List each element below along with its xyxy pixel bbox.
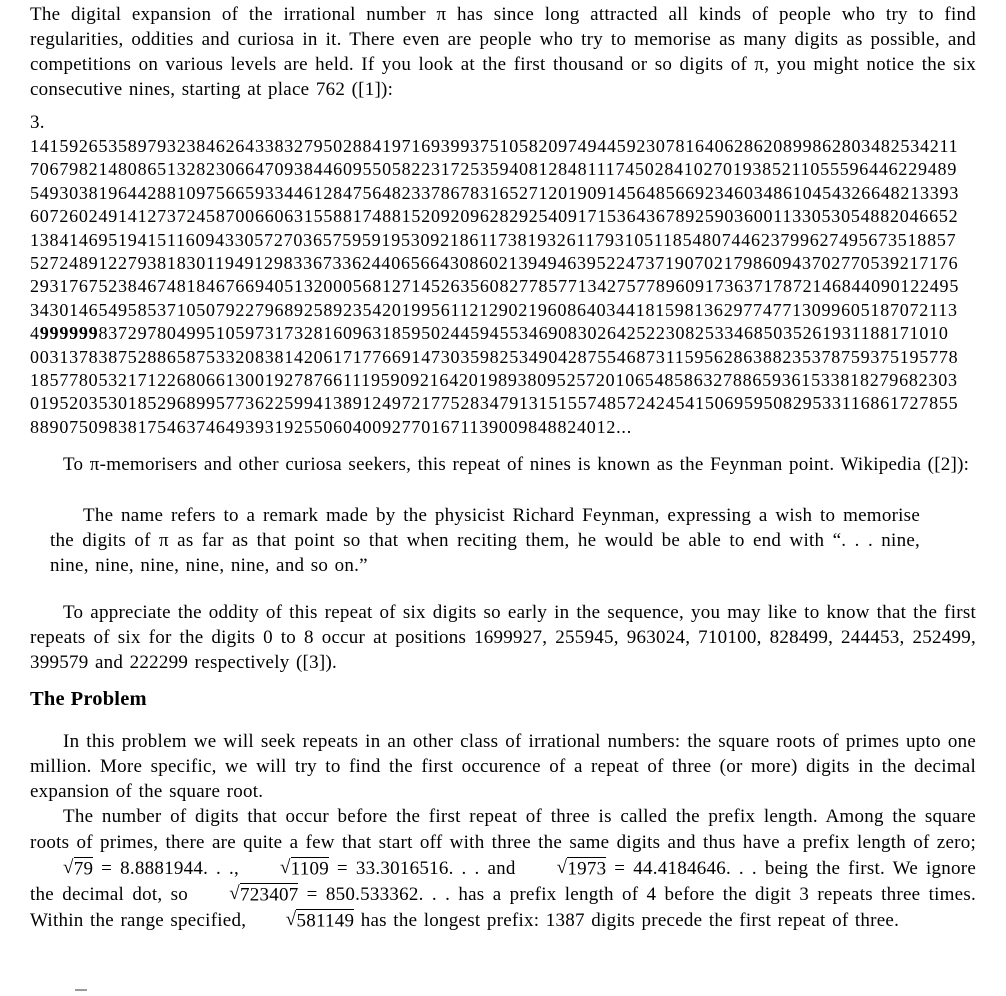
pi-digit-line: 889075098381754637464939319255060400927701671139009848824012...	[30, 416, 632, 437]
pi-digit-line: 01952035301852968995773622599413891249721775283479131515574857242454150695950829533116861727855	[30, 393, 959, 414]
pi-digit-line: 52724891227938183011949129833673362440656643086021394946395224737190702179860943702770539217176	[30, 253, 959, 274]
paragraph-text: = 8.8881944. . .,	[93, 858, 247, 880]
pi-digit-line: 54930381964428810975665933446128475648233786783165271201909145648566923460348610454326648213393	[30, 182, 960, 203]
intro-paragraph: The digital expansion of the irrational number π has since long attracted all kinds of people who try to find regularities, oddities and curiosa in it. There even are people who try to memorise as many digits as possible, and competitions on various levels are held. If you look at the first thousand or so digits of π, you might notice the six consecutive nines, starting at place 762 ([1]):	[30, 4, 976, 100]
sqrt-1973	[524, 858, 607, 879]
pi-digit-line: 13841469519415116094330572703657595919530921861173819326117931051185480744623799627495673518857	[30, 229, 957, 250]
paragraph-text: = 850.533362. . . has a prefix length of 4 before the digit 3 repeats three times. Within the range specified,	[30, 884, 976, 932]
pi-digit-line: 70679821480865132823066470938446095505822317253594081284811174502841027019385211055596446229489	[30, 159, 958, 180]
sqrt-581149	[253, 910, 354, 931]
repeat-positions-paragraph: To appreciate the oddity of this repeat of six digits so early in the sequence, you may like to know that the first repeats of six for the digits 0 to 8 occur at positions 1699927, 255945, 963024, 710100, 828499, 244453, 252499, 399579 and 222299 respectively ([3]).	[30, 602, 976, 674]
digit-text: 837297804995105973173281609631859502445945534690830264252230825334685035261931188171010	[98, 323, 949, 344]
feynman-nines: 999999	[39, 323, 99, 344]
radicand: 1973	[567, 858, 607, 880]
radicand: 79	[73, 858, 94, 880]
problem-heading: The Problem	[30, 688, 147, 711]
sqrt-723407	[196, 884, 298, 905]
pi-digit-line: 60726024914127372458700660631558817488152092096282925409171536436789259036001133053054882046652	[30, 206, 959, 227]
paragraph-text: = 44.4184646. . . being the first. We ignore the decimal dot, so	[30, 858, 976, 906]
radicand: 581149	[296, 910, 355, 932]
radical-sign: √	[279, 857, 291, 879]
radical-sign: √	[285, 909, 297, 931]
paragraph-text: = 33.3016516. . . and	[328, 858, 524, 880]
problem-intro-paragraph: In this problem we will seek repeats in an other class of irrational numbers: the square roots of primes upto one million. More specific, we will try to find the first occurence of a repeat of three (or more) digits in the decimal expansion of the square root.	[30, 731, 976, 803]
feynman-point-paragraph: To π-memorisers and other curiosa seekers, this repeat of nines is known as the Feynman point. Wikipedia ([2]):	[63, 454, 970, 476]
pi-digits-block	[30, 110, 976, 439]
pi-digit-line: 34301465495853710507922796892589235420199561121290219608640344181598136297747713099605187072113	[30, 299, 958, 320]
radical-sign: √	[556, 857, 568, 879]
feynman-digit-line	[30, 322, 976, 345]
pi-digit-line: 00313783875288658753320838142061717766914730359825349042875546873115956286388235378759375195778	[30, 346, 959, 367]
prefix-length-paragraph	[30, 804, 976, 934]
digit-text: 4	[30, 323, 40, 344]
radicand: 723407	[239, 884, 299, 906]
pi-digit-line: 14159265358979323846264338327950288419716939937510582097494459230781640628620899862803482534211	[30, 136, 959, 156]
paragraph-text: has the longest prefix: 1387 digits precede the first repeat of three.	[354, 910, 900, 932]
wikipedia-quote: The name refers to a remark made by the physicist Richard Feynman, expressing a wish to memorise the digits of π as far as that point so that when reciting them, he would be able to end with “. . . nine, nine, nine, nine, nine, nine, and so on.”	[50, 505, 920, 577]
cutoff-text-fragment	[75, 989, 87, 991]
pi-digit-line: 29317675238467481846766940513200056812714526356082778577134275778960917363717872146844090122495	[30, 276, 960, 297]
pi-digit-line: 18577805321712268066130019278766111959092164201989380952572010654858632788659361533818279682303	[30, 370, 958, 391]
sqrt-79	[30, 858, 93, 879]
pi-integer-part: 3.	[30, 112, 45, 133]
radical-sign: √	[63, 857, 74, 879]
paragraph-text: The number of digits that occur before the first repeat of three is called the prefix length. Among the square roots of primes, there are quite a few that start off with three the same digits and thus have a prefix length of zero;	[30, 806, 976, 854]
radical-sign: √	[229, 883, 240, 905]
radicand: 1109	[290, 858, 329, 880]
sqrt-1109	[247, 858, 329, 879]
